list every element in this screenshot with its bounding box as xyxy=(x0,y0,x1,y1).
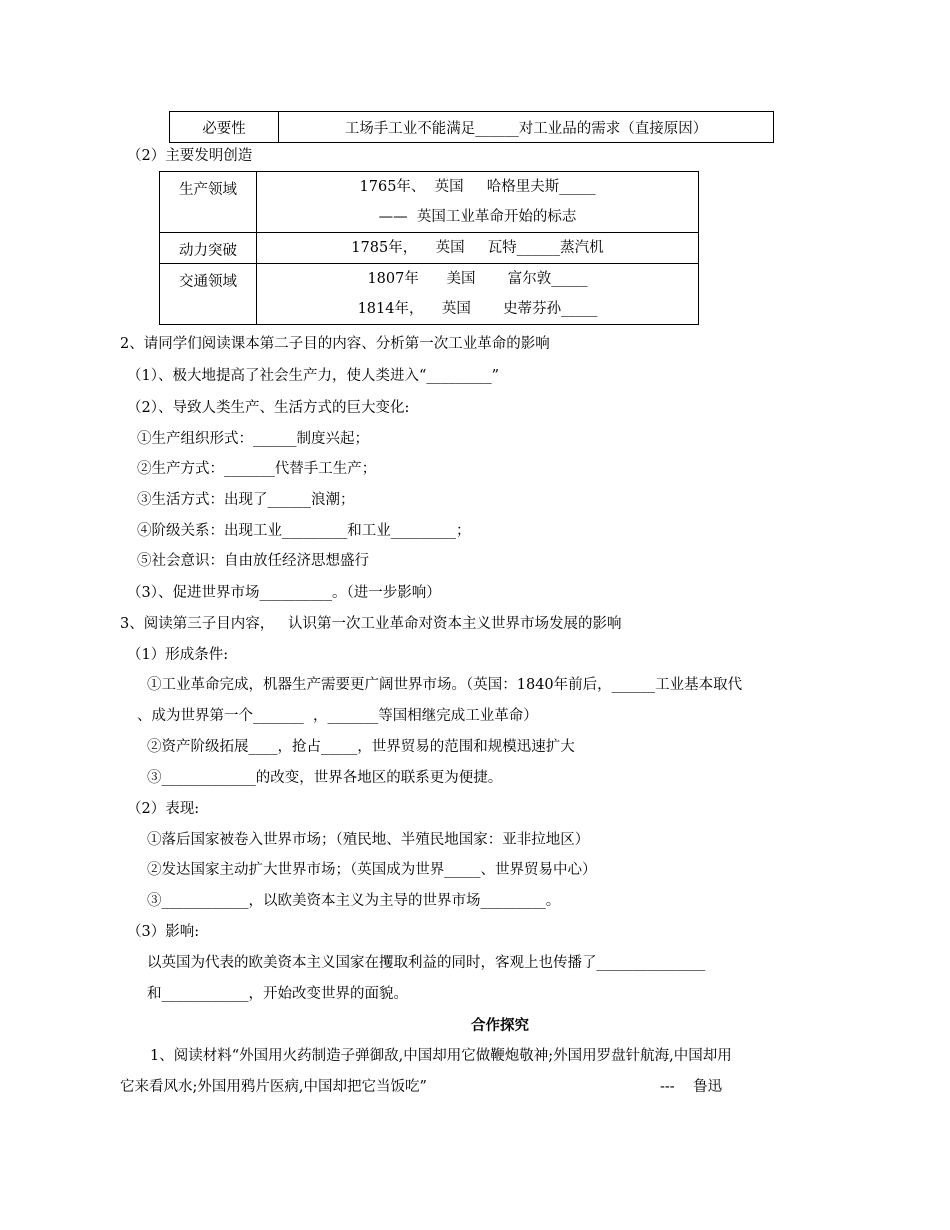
text-line: ⑤社会意识：自由放任经济思想盛行 xyxy=(137,553,369,569)
cell-line: 1814年， 英国 史蒂芬孙_____ xyxy=(357,301,598,317)
text-line: （1）、极大地提高了社会生产力，使人类进入“_________” xyxy=(127,368,500,384)
attribution: --- 鲁迅 xyxy=(660,1079,723,1095)
text-line: （3）、促进世界市场__________。（进一步影响） xyxy=(127,585,441,601)
table-row xyxy=(160,172,699,233)
text-line: ④阶级关系：出现工业_________和工业_________； xyxy=(137,523,471,539)
paragraph-line: 1、阅读材料“外国用火药制造子弹御敌,中国却用它做鞭炮敬神;外国用罗盘针航海,中国却用 xyxy=(150,1048,732,1064)
text-line: 和____________，开始改变世界的面貌。 xyxy=(147,986,408,1002)
table-row xyxy=(170,112,774,143)
cell-line: —— 英国工业革命开始的标志 xyxy=(378,209,577,225)
table-cell-label: 动力突破 xyxy=(160,233,257,264)
text-line: ③生活方式：出现了______浪潮； xyxy=(137,492,355,508)
text-line: 3、阅读第三子目内容， 认识第一次工业革命对资本主义世界市场发展的影响 xyxy=(120,616,622,632)
section-title: 合作探究 xyxy=(471,1017,529,1034)
necessity-table xyxy=(169,111,774,143)
text-line: ②生产方式：_______代替手工生产； xyxy=(137,461,377,477)
text-line: （3）影响: xyxy=(127,924,200,940)
text-line: （2）、导致人类生产、生活方式的巨大变化: xyxy=(127,400,410,416)
table-cell-label: 必要性 xyxy=(170,112,279,143)
cell-line: 1807年 美国 富尔敦_____ xyxy=(367,271,588,287)
table-cell-value xyxy=(257,233,699,264)
table-cell-value xyxy=(257,264,699,325)
table-cell-label: 生产领域 xyxy=(160,172,257,233)
table-cell-value: 工场手工业不能满足______对工业品的需求（直接原因） xyxy=(279,112,774,143)
table-cell-value xyxy=(257,172,699,233)
table-cell-label: 交通领域 xyxy=(160,264,257,325)
text-line: ①工业革命完成，机器生产需要更广阔世界市场。（英国：1840年前后，______工业基本取代 xyxy=(147,677,743,693)
text-line: 2、请同学们阅读课本第二子目的内容、分析第一次工业革命的影响 xyxy=(120,336,550,352)
text-line: 以英国为代表的欧美资本主义国家在攫取利益的同时，客观上也传播了_______________ xyxy=(147,955,706,971)
text-line: ③____________，以欧美资本主义为主导的世界市场_________。 xyxy=(147,893,561,909)
text-line: （1）形成条件: xyxy=(127,647,229,663)
cell-line: 1785年， 英国 瓦特______蒸汽机 xyxy=(351,240,604,256)
text-line: ①落后国家被卷入世界市场；（殖民地、半殖民地国家：亚非拉地区） xyxy=(147,832,590,848)
table-row xyxy=(160,233,699,264)
text-line: 、成为世界第一个_______ ，_______等国相继完成工业革命） xyxy=(137,708,538,724)
table-row xyxy=(160,264,699,325)
text-line: ②发达国家主动扩大世界市场；（英国成为世界_____、世界贸易中心） xyxy=(147,862,597,878)
cell-line: 1765年、 英国 哈格里夫斯_____ xyxy=(359,179,596,195)
section-heading: （2）主要发明创造 xyxy=(127,148,253,164)
text-line: ①生产组织形式：______制度兴起； xyxy=(137,431,369,447)
text-line: ③_____________的改变，世界各地区的联系更为便捷。 xyxy=(147,770,503,786)
text-line: ②资产阶级拓展____，抢占_____，世界贸易的范围和规模迅速扩大 xyxy=(147,739,575,755)
paragraph-line: 它来看风水;外国用鸦片医病,中国却把它当饭吃” xyxy=(120,1079,427,1095)
text-line: （2）表现: xyxy=(127,801,200,817)
inventions-table xyxy=(159,171,699,325)
